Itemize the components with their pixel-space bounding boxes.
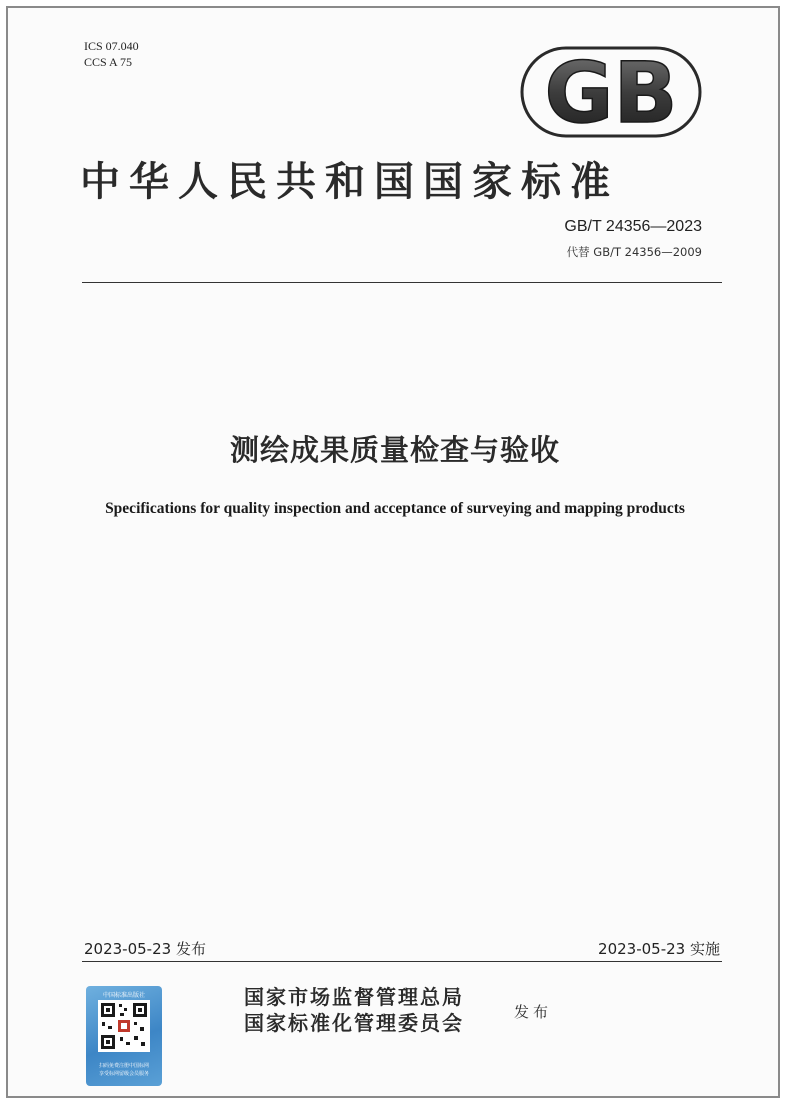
sticker-footer bbox=[88, 1062, 160, 1078]
classification-codes bbox=[84, 38, 139, 70]
publish-label: 发布 bbox=[514, 1003, 553, 1021]
sticker-header: 中国标准出版社 bbox=[102, 992, 145, 999]
replaces-standard: 代替 GB/T 24356—2009 bbox=[566, 245, 702, 259]
issuing-authorities bbox=[244, 984, 464, 1036]
issuer-sac: 国家标准化管理委员会 bbox=[244, 1011, 464, 1035]
top-divider bbox=[82, 282, 722, 283]
bottom-divider bbox=[82, 961, 722, 962]
gb-logo bbox=[518, 44, 704, 140]
standard-number: GB/T 24356—2023 bbox=[564, 218, 702, 235]
implementation-date: 2023-05-23 实施 bbox=[598, 940, 720, 958]
sticker-footer-line2: 享受标网留级会员服务 bbox=[98, 1071, 149, 1077]
issuer-samr: 国家市场监督管理总局 bbox=[244, 985, 464, 1009]
issue-date: 2023-05-23 发布 bbox=[84, 940, 206, 958]
national-standard-heading: 中华人民共和国国家标准 bbox=[80, 159, 619, 205]
gb-logo-text: GB bbox=[544, 44, 678, 140]
sticker-footer-line1: 扫码免费注册中国标网 bbox=[98, 1063, 149, 1069]
chinese-title: 测绘成果质量检查与验收 bbox=[229, 433, 560, 467]
ics-code: ICS 07.040 bbox=[84, 39, 139, 53]
qr-code-icon bbox=[98, 1000, 150, 1052]
ccs-code: CCS A 75 bbox=[84, 55, 133, 69]
anti-counterfeit-sticker bbox=[86, 986, 162, 1086]
english-title: Specifications for quality inspection and acceptance of surveying and mapping products bbox=[105, 500, 685, 517]
